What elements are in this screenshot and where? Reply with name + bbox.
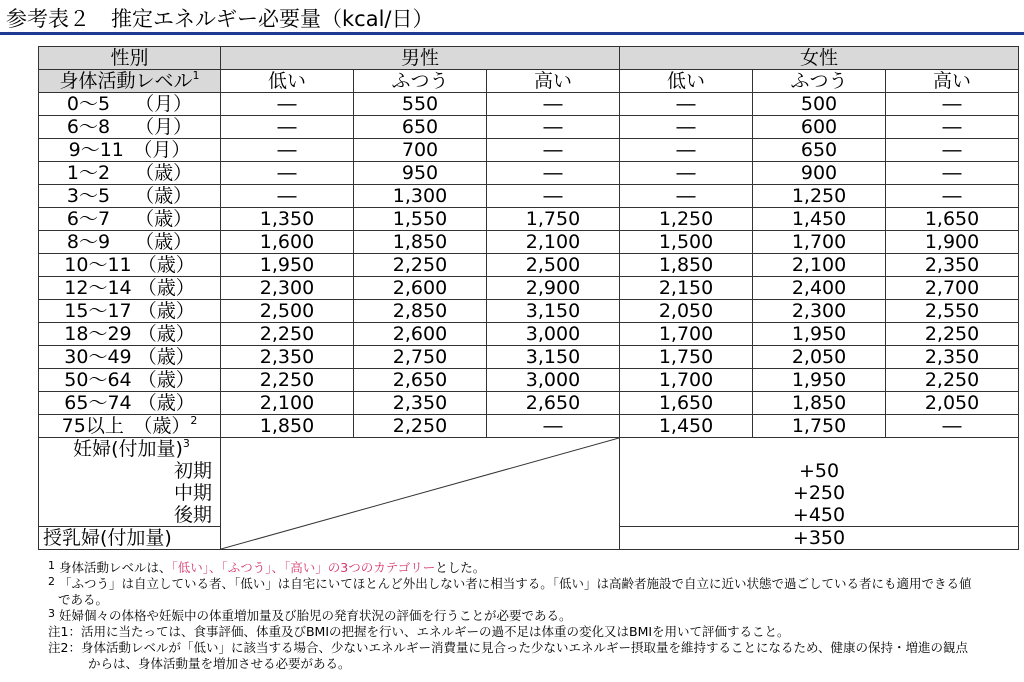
female-value-cell: 1,650	[886, 208, 1019, 231]
age-label: 15～17 （歳）	[64, 300, 195, 322]
age-label: 12～14 （歳）	[64, 277, 195, 299]
pregnancy-stage-label: 後期	[173, 504, 212, 526]
female-value-cell: 2,300	[753, 300, 886, 323]
male-value-cell: ―	[221, 93, 354, 116]
female-value-cell: 2,050	[620, 300, 753, 323]
age-cell	[39, 254, 221, 277]
age-cell	[39, 392, 221, 415]
footnote-1	[48, 560, 1020, 576]
female-value-cell: 900	[753, 162, 886, 185]
age-cell	[39, 369, 221, 392]
male-value-cell: ―	[487, 162, 620, 185]
footnote-3	[48, 608, 1020, 624]
female-value-cell: ―	[886, 415, 1019, 438]
female-value-cell: 2,700	[886, 277, 1019, 300]
age-cell	[39, 277, 221, 300]
male-value-cell: 2,500	[487, 254, 620, 277]
pregnancy-addition-value: +250	[792, 482, 846, 504]
table-row	[39, 208, 1019, 231]
male-value-cell: ―	[221, 139, 354, 162]
age-cell	[39, 323, 221, 346]
age-label: 75以上 （歳）	[61, 415, 191, 437]
caution-2: 注2：身体活動レベルが「低い」に該当する場合、少ないエネルギー消費量に見合った少ないエネルギー摂取量を維持することになるため、健康の保持・増進の観点	[48, 640, 968, 655]
female-value-cell: 1,750	[753, 415, 886, 438]
female-value-cell: 2,550	[886, 300, 1019, 323]
footnote-1-post: とした。	[435, 560, 486, 575]
age-label: 18～29 （歳）	[64, 323, 195, 345]
male-value-cell: 950	[354, 162, 487, 185]
male-value-cell: 3,150	[487, 300, 620, 323]
female-value-cell: 650	[753, 139, 886, 162]
male-value-cell: ―	[487, 93, 620, 116]
energy-requirement-table	[38, 46, 1019, 550]
caution-2-continued: からは、身体活動量を増加させる必要がある。	[88, 656, 351, 671]
male-value-cell: 1,850	[221, 415, 354, 438]
female-value-cell: 2,050	[753, 346, 886, 369]
male-value-cell: 1,300	[354, 185, 487, 208]
pregnant-row	[39, 438, 1019, 527]
female-value-cell: ―	[620, 185, 753, 208]
age-label: 1～2 （歳）	[66, 162, 193, 184]
pregnant-heading	[39, 438, 220, 460]
title-underline	[0, 32, 1024, 35]
header-row-activity	[39, 70, 1019, 93]
female-value-cell: 2,100	[753, 254, 886, 277]
table-row	[39, 392, 1019, 415]
table-row	[39, 139, 1019, 162]
male-value-cell: ―	[221, 116, 354, 139]
female-pregnant-additions-cell	[620, 438, 1019, 527]
male-value-cell: ―	[487, 415, 620, 438]
male-header: 男性	[221, 47, 620, 70]
female-value-cell: 1,450	[753, 208, 886, 231]
age-label: 6～8 （月）	[66, 116, 193, 138]
female-value-cell: ―	[620, 93, 753, 116]
age-label: 50～64 （歳）	[64, 369, 195, 391]
age-label: 9～11 （月）	[68, 139, 191, 161]
footnote-2-continued: である。	[58, 592, 109, 607]
male-value-cell: 2,650	[354, 369, 487, 392]
age-cell	[39, 185, 221, 208]
male-value-cell: 2,600	[354, 277, 487, 300]
age-cell	[39, 139, 221, 162]
male-value-cell: 2,250	[354, 415, 487, 438]
male-value-cell: 1,600	[221, 231, 354, 254]
female-value-cell: ―	[886, 116, 1019, 139]
age-cell	[39, 346, 221, 369]
male-value-cell: ―	[487, 116, 620, 139]
male-value-cell: ―	[487, 185, 620, 208]
female-value-cell: 1,900	[886, 231, 1019, 254]
female-value-cell: 2,050	[886, 392, 1019, 415]
footnote-1-pre: 身体活動レベルは、	[58, 560, 172, 575]
footnote-2-text: 「ふつう」は自立している者、「低い」は自宅にいてほとんど外出しない者に相当する。「低い」は高齢者施設で自立に近い状態で過ごしている者にも適用できる値	[58, 576, 972, 591]
female-level-low: 低い	[620, 70, 753, 93]
male-not-applicable-cell	[221, 438, 620, 550]
male-value-cell: ―	[221, 162, 354, 185]
lactating-addition-value: +350	[620, 527, 1019, 550]
female-value-cell: 1,650	[620, 392, 753, 415]
footnote-1-highlight: 「低い」、「ふつう」、「高い」の3つのカテゴリー	[171, 560, 436, 575]
age-cell	[39, 415, 221, 438]
male-value-cell: 2,100	[487, 231, 620, 254]
male-value-cell: 2,250	[354, 254, 487, 277]
male-value-cell: 2,850	[354, 300, 487, 323]
male-value-cell: 2,650	[487, 392, 620, 415]
age-label: 0～5 （月）	[66, 93, 193, 115]
female-value-cell: 1,450	[620, 415, 753, 438]
table-row	[39, 369, 1019, 392]
sex-header: 性別	[39, 47, 221, 70]
male-value-cell: 2,250	[221, 323, 354, 346]
female-value-cell: 2,150	[620, 277, 753, 300]
female-value-cell: 1,950	[753, 369, 886, 392]
pregnant-label: 妊婦(付加量)	[73, 438, 183, 460]
female-value-cell: ―	[886, 93, 1019, 116]
table-row	[39, 277, 1019, 300]
footnote-3-mark: 3	[48, 607, 55, 620]
age-cell	[39, 231, 221, 254]
male-value-cell: 650	[354, 116, 487, 139]
age-label: 30～49 （歳）	[64, 346, 195, 368]
age-label: 6～7 （歳）	[66, 208, 193, 230]
male-value-cell: 2,600	[354, 323, 487, 346]
male-value-cell: 1,750	[487, 208, 620, 231]
male-value-cell: 1,950	[221, 254, 354, 277]
table-row	[39, 231, 1019, 254]
female-value-cell: 600	[753, 116, 886, 139]
diagonal-strike	[221, 438, 619, 549]
pregnancy-stage-label: 初期	[173, 460, 212, 482]
table-row	[39, 323, 1019, 346]
lactating-label: 授乳婦(付加量)	[39, 527, 221, 550]
female-value-cell: 1,250	[620, 208, 753, 231]
table-row	[39, 346, 1019, 369]
age-cell	[39, 300, 221, 323]
activity-level-label: 身体活動レベル	[59, 70, 193, 92]
page-title: 参考表２ 推定エネルギー必要量（kcal/日）	[6, 7, 434, 31]
male-value-cell: 2,900	[487, 277, 620, 300]
male-value-cell: 2,750	[354, 346, 487, 369]
female-value-cell: 1,700	[753, 231, 886, 254]
female-level-normal: ふつう	[753, 70, 886, 93]
footnote-2	[48, 576, 1020, 592]
footnote-2-mark: 2	[48, 575, 55, 588]
male-level-low: 低い	[221, 70, 354, 93]
age-label: 8～9 （歳）	[66, 231, 193, 253]
age-cell	[39, 208, 221, 231]
female-value-cell: 1,250	[753, 185, 886, 208]
female-value-cell: ―	[886, 162, 1019, 185]
table-row	[39, 185, 1019, 208]
table-row	[39, 162, 1019, 185]
female-value-cell: ―	[620, 116, 753, 139]
header-row-sex	[39, 47, 1019, 70]
footnote-ref: 3	[182, 437, 190, 450]
footnotes	[48, 560, 1020, 672]
female-value-cell: 500	[753, 93, 886, 116]
female-value-cell: 2,350	[886, 254, 1019, 277]
male-value-cell: 2,100	[221, 392, 354, 415]
male-value-cell: 1,350	[221, 208, 354, 231]
male-value-cell: 3,150	[487, 346, 620, 369]
female-level-high: 高い	[886, 70, 1019, 93]
age-cell	[39, 116, 221, 139]
activity-level-header	[39, 70, 221, 93]
footnote-1-mark: 1	[48, 559, 55, 572]
footnote-ref: 1	[192, 69, 200, 82]
table-row	[39, 300, 1019, 323]
male-value-cell: 1,550	[354, 208, 487, 231]
age-label: 65～74 （歳）	[64, 392, 195, 414]
female-value-cell: ―	[886, 139, 1019, 162]
male-value-cell: 2,500	[221, 300, 354, 323]
female-value-cell: 1,500	[620, 231, 753, 254]
male-value-cell: 2,300	[221, 277, 354, 300]
male-level-normal: ふつう	[354, 70, 487, 93]
male-value-cell: 2,350	[221, 346, 354, 369]
table-row	[39, 415, 1019, 438]
female-value-cell: 1,750	[620, 346, 753, 369]
table-row	[39, 254, 1019, 277]
pregnancy-addition-value: +50	[798, 460, 840, 482]
female-value-cell: 2,250	[886, 369, 1019, 392]
female-value-cell: 2,250	[886, 323, 1019, 346]
age-label: 3～5 （歳）	[66, 185, 193, 207]
pregnancy-addition-value: +450	[792, 504, 846, 526]
male-value-cell: 700	[354, 139, 487, 162]
age-cell	[39, 162, 221, 185]
male-value-cell: 3,000	[487, 369, 620, 392]
age-cell	[39, 93, 221, 116]
female-value-cell: ―	[886, 185, 1019, 208]
male-value-cell: ―	[221, 185, 354, 208]
female-header: 女性	[620, 47, 1019, 70]
female-value-cell: 1,950	[753, 323, 886, 346]
male-level-high: 高い	[487, 70, 620, 93]
caution-1: 注1：活用に当たっては、食事評価、体重及びBMIの把握を行い、エネルギーの過不足は体重の変化又はBMIを用いて評価すること。	[48, 624, 790, 639]
footnote-ref: 2	[190, 414, 198, 427]
pregnant-label-cell	[39, 438, 221, 527]
female-value-cell: ―	[620, 162, 753, 185]
male-value-cell: 550	[354, 93, 487, 116]
pregnancy-stage-label: 中期	[173, 482, 212, 504]
female-value-cell: 1,700	[620, 323, 753, 346]
female-value-cell: 2,350	[886, 346, 1019, 369]
table-row	[39, 93, 1019, 116]
male-value-cell: 3,000	[487, 323, 620, 346]
female-value-cell: 1,850	[620, 254, 753, 277]
female-value-cell: 2,400	[753, 277, 886, 300]
female-value-cell: 1,700	[620, 369, 753, 392]
male-value-cell: ―	[487, 139, 620, 162]
table-row	[39, 116, 1019, 139]
female-value-cell: ―	[620, 139, 753, 162]
male-value-cell: 2,250	[221, 369, 354, 392]
female-value-cell: 1,850	[753, 392, 886, 415]
footnote-3-text: 妊婦個々の体格や妊娠中の体重増加量及び胎児の発育状況の評価を行うことが必要である。	[58, 608, 572, 623]
male-value-cell: 2,350	[354, 392, 487, 415]
age-label: 10～11 （歳）	[64, 254, 195, 276]
male-value-cell: 1,850	[354, 231, 487, 254]
